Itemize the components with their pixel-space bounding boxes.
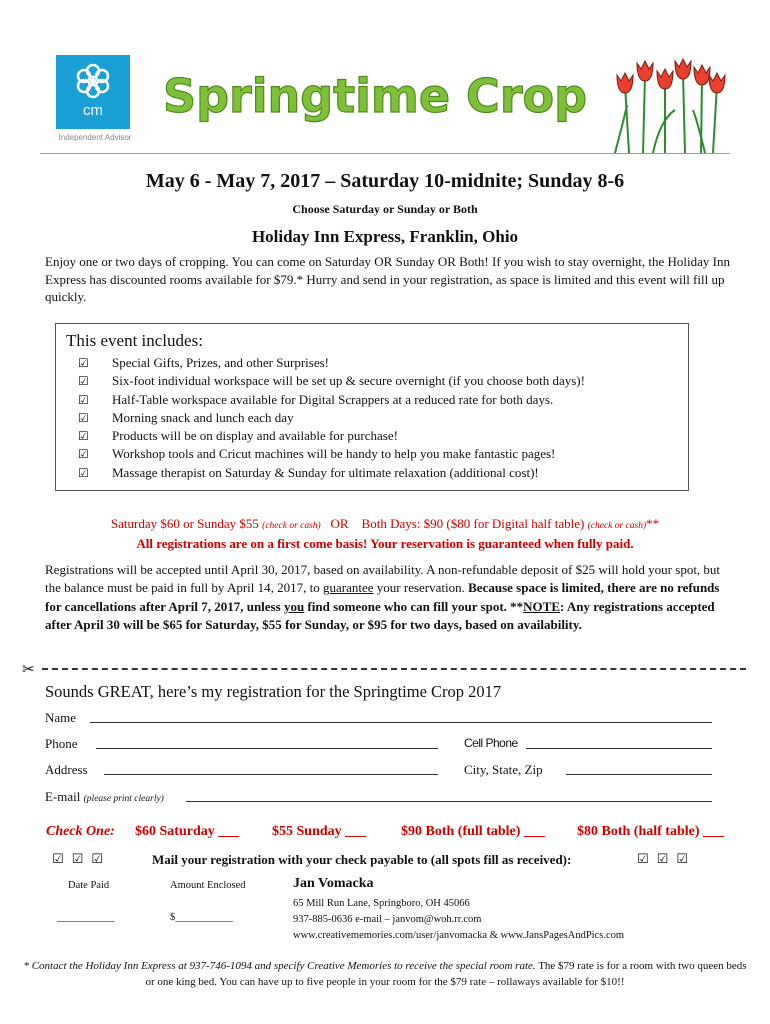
cell-phone-label: Cell Phone [464,736,518,750]
contact-details: 65 Mill Run Lane, Springboro, OH 45066 937-885-0636 e-mail – janvom@woh.rr.com www.creativememories.com/user/janvomacka & www.JansPagesAndPics.com [293,898,625,941]
checkbox-icon: ☑ [78,392,89,407]
first-come-line: All registrations are on a first come basis! Your reservation is guaranteed when fully paid. [136,536,634,551]
list-item: ☑ Six-foot individual workspace will be set up & secure overnight (if you choose both days)! [78,372,688,390]
choose-days-line: Choose Saturday or Sunday or Both [292,202,478,216]
svg-text:cm: cm [83,102,103,119]
list-item: ☑ Products will be on display and available for purchase! [78,427,688,445]
cell-phone-field[interactable] [526,736,712,749]
checkbox-icon: ☑ [78,374,89,389]
tulips-icon [605,55,730,155]
checkbox-icon: ☑ [78,465,89,480]
registration-policy: Registrations will be accepted until April 30, 2017, based on availability. A non-refundable deposit of $25 will hold your spot, but the balance must be paid in full by April 14, 2017, to guarantee your reservation. Because space is limited, there are no refunds for cancellations after April 7, 2017, unless you find someone who can fill your spot. **NOTE: Any registrations accepted after April 30 will be $65 for Saturday, $55 for Sunday, or $95 for two days, based on availability. [45,562,721,632]
phone-field[interactable] [96,736,438,749]
title-art [162,60,588,130]
cut-line [42,668,746,670]
name-field[interactable] [90,710,712,723]
logo-tagline: Independent Advisor [58,133,132,142]
checkbox-group-left: ☑☑☑ [52,852,111,867]
pricing-line: Saturday $60 or Sunday $55 (check or cash) OR Both Days: $90 ($80 for Digital half table) (check or cash)** [110,516,660,531]
page-title: Springtime Crop [162,69,588,123]
intro-paragraph: Enjoy one or two days of cropping. You can come on Saturday OR Sunday OR Both! If you wish to stay overnight, the Holiday Inn Express has discounted rooms available for $79.* Hurry and send in your registration, as space is limited and this event will fill up quickly. [45,254,730,304]
list-item: ☑ Morning snack and lunch each day [78,409,688,427]
email-field[interactable] [186,789,712,802]
header-divider [40,153,730,154]
list-item: ☑ Massage therapist on Saturday & Sunday for ultimate relaxation (additional cost)! [78,464,688,482]
event-dates: May 6 - May 7, 2017 – Saturday 10-midnite; Sunday 8-6 [145,170,625,192]
amount-enclosed-label: Amount Enclosed [170,880,246,891]
includes-heading: This event includes: [66,331,203,350]
address-field[interactable] [104,762,438,775]
flower-icon [56,55,130,129]
option-sunday[interactable]: $55 Sunday ___ [272,824,367,839]
footnote: * Contact the Holiday Inn Express at 937-746-1094 and specify Creative Memories to receive the special room rate. The $79 rate is for a room with two queen beds or one king bed. You can have up to five people in your room for the $79 rate – rollaways available for $10!! [23,960,747,988]
contact-name: Jan Vomacka [293,876,374,891]
phone-label: Phone [45,736,78,751]
checkbox-icon: ☑ [78,429,89,444]
checkbox-icon: ☑ [78,356,89,370]
includes-list [78,354,688,482]
city-state-zip-label: City, State, Zip [464,762,543,777]
checkbox-group-right: ☑☑☑ [637,852,696,867]
venue: Holiday Inn Express, Franklin, Ohio [251,227,519,246]
amount-enclosed-field[interactable]: $___________ [170,912,233,923]
option-both-half[interactable]: $80 Both (half table) ___ [577,824,724,839]
date-paid-field[interactable]: ___________ [57,912,115,923]
email-label: E-mail (please print clearly) [45,789,164,804]
checkbox-icon: ☑ [78,410,89,425]
list-item: ☑ Workshop tools and Cricut machines will be handy to help you make fantastic pages! [78,445,688,463]
date-paid-label: Date Paid [68,880,110,891]
city-state-zip-field[interactable] [566,762,712,775]
list-item: ☑ Half-Table workspace available for Digital Scrappers at a reduced rate for both days. [78,391,688,409]
check-one-label: Check One: [46,824,115,839]
list-item: ☑ Special Gifts, Prizes, and other Surprises! [78,354,688,372]
logo [56,55,130,129]
scissors-icon: ✂ [22,660,35,678]
address-label: Address [45,762,88,777]
option-saturday[interactable]: $60 Saturday ___ [135,824,240,839]
name-label: Name [45,710,77,725]
form-title: Sounds GREAT, here’s my registration for the Springtime Crop 2017 [45,682,502,701]
checkbox-icon: ☑ [78,447,89,462]
mail-instructions: Mail your registration with your check payable to (all spots fill as received): [152,852,572,867]
option-both-full[interactable]: $90 Both (full table) ___ [401,824,545,839]
